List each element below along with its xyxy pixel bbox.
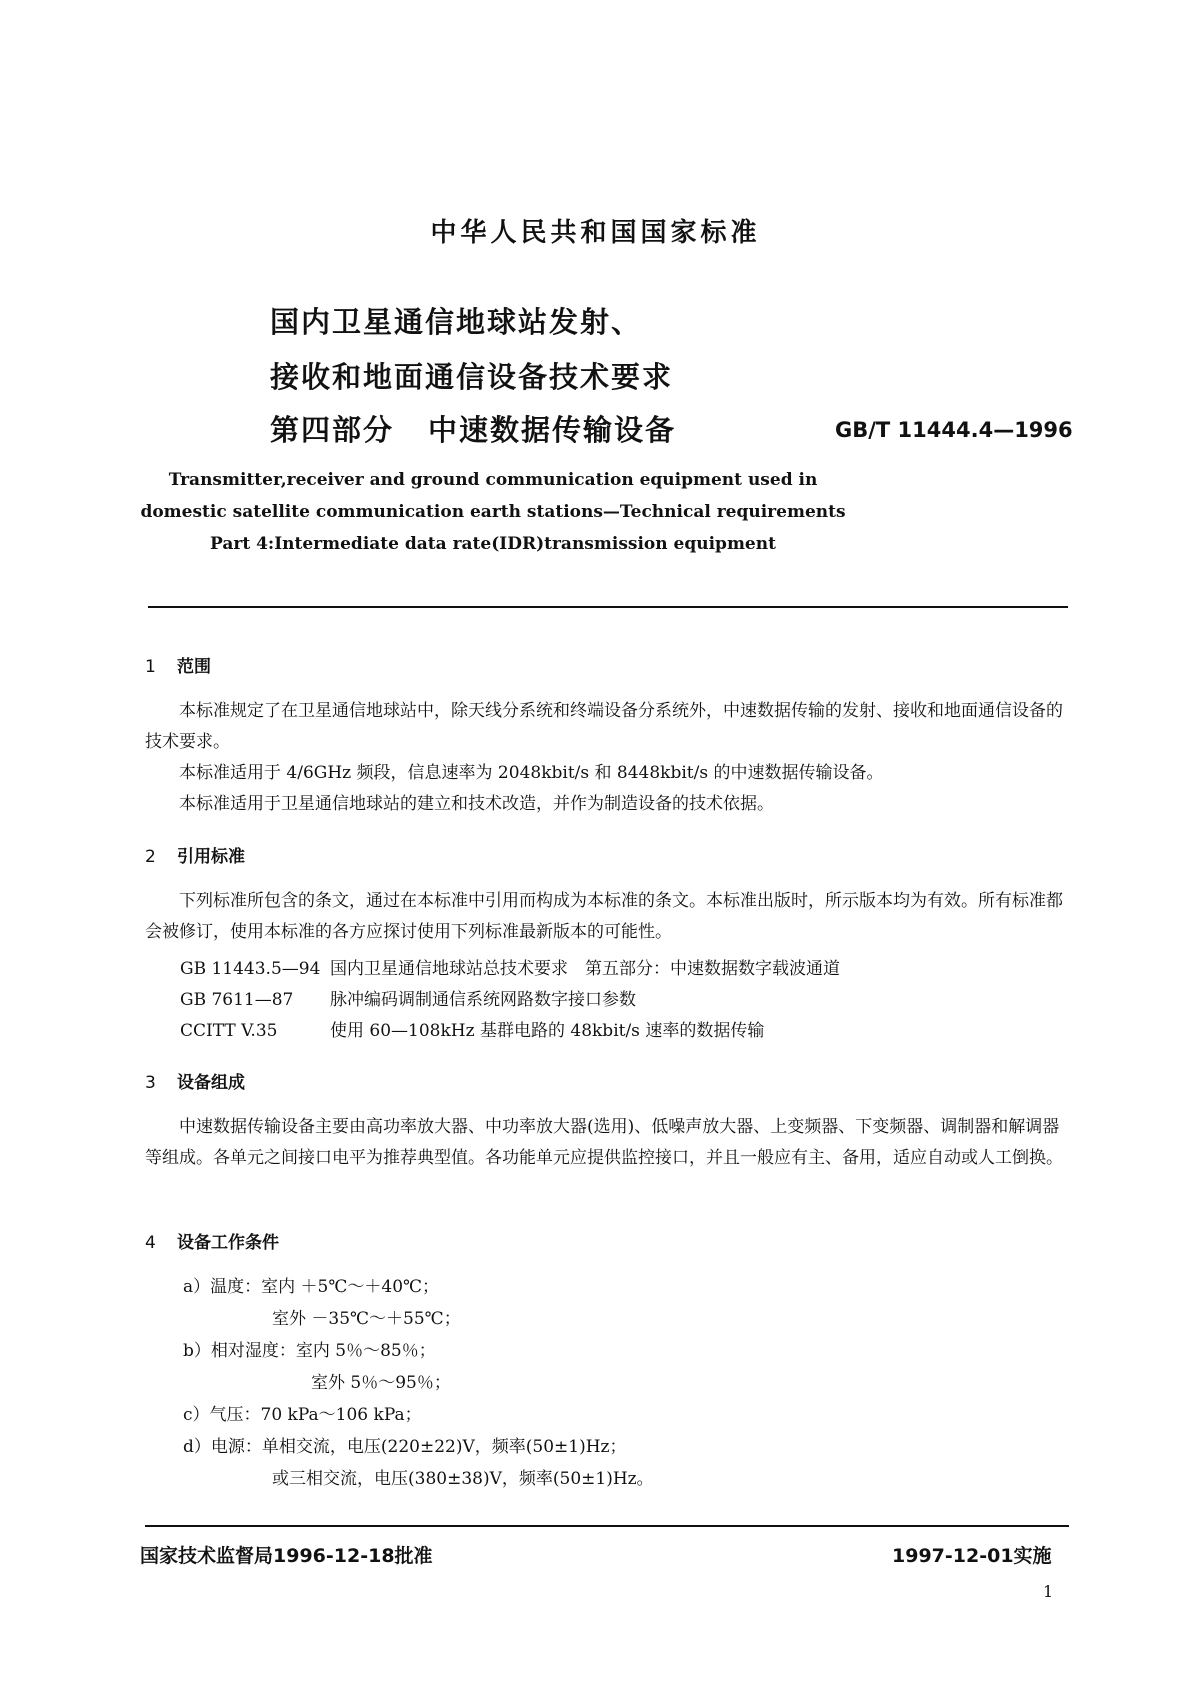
- section-2-heading: [145, 842, 245, 867]
- condition-humidity-outdoor: 室外 5％～95％；: [311, 1373, 451, 1393]
- section-4-heading: [145, 1228, 279, 1253]
- title-cn-line3: [270, 408, 676, 449]
- approval-date: 国家技术监督局1996-12-18批准: [140, 1545, 433, 1567]
- section-1-body: [145, 696, 1069, 820]
- reference-title: 使用 60—108kHz 基群电路的 48kbit/s 速率的数据传输: [330, 1021, 765, 1041]
- reference-item: [180, 1016, 764, 1041]
- section-1-title: 范围: [177, 657, 211, 677]
- reference-code: CCITT V.35: [180, 1021, 278, 1041]
- section-2-number: 2: [145, 847, 156, 867]
- section-2-intro: [145, 886, 1069, 948]
- reference-title: 脉冲编码调制通信系统网路数字接口参数: [330, 990, 636, 1010]
- section-3-number: 3: [145, 1073, 156, 1093]
- effective-date: 1997-12-01实施: [892, 1545, 1052, 1567]
- page-number: 1: [1043, 1582, 1054, 1601]
- title-en-line3: Part 4:Intermediate data rate(IDR)transmission equipment: [210, 534, 776, 554]
- title-cn-line2: 接收和地面通信设备技术要求: [270, 360, 674, 394]
- section-4-title: 设备工作条件: [177, 1233, 279, 1253]
- condition-power-three-phase: 或三相交流，电压(380±38)V，频率(50±1)Hz。: [272, 1469, 654, 1489]
- section-3-title: 设备组成: [177, 1073, 245, 1093]
- section-3-paragraph: 中速数据传输设备主要由高功率放大器、中功率放大器(选用)、低噪声放大器、上变频器、下变频器、调制器和解调器等组成。各单元之间接口电平为推荐典型值。各功能单元应提供监控接口，并且一般应有主、备用，适应自动或人工倒换。: [145, 1117, 1063, 1168]
- reference-item: [180, 985, 636, 1010]
- section-1-paragraph: 本标准适用于卫星通信地球站的建立和技术改造，并作为制造设备的技术依据。: [179, 794, 774, 814]
- footer-divider: [145, 1525, 1069, 1527]
- condition-temperature: a）温度：室内 ＋5℃～＋40℃；: [183, 1277, 440, 1297]
- title-en-line1: Transmitter,receiver and ground communication equipment used in: [168, 470, 818, 490]
- section-4-number: 4: [145, 1233, 156, 1253]
- section-2-paragraph: 下列标准所包含的条文，通过在本标准中引用而构成为本标准的条文。本标准出版时，所示版本均为有效。所有标准都会被修订，使用本标准的各方应探讨使用下列标准最新版本的可能性。: [145, 891, 1063, 942]
- condition-pressure: c）气压：70 kPa～106 kPa；: [183, 1405, 422, 1425]
- reference-code: GB 11443.5—94: [180, 959, 321, 979]
- section-2-title: 引用标准: [177, 847, 245, 867]
- section-3-body: [145, 1112, 1069, 1174]
- section-1-paragraph: 本标准适用于 4/6GHz 频段，信息速率为 2048kbit/s 和 8448kbit/s 的中速数据传输设备。: [179, 763, 884, 783]
- condition-humidity: b）相对湿度：室内 5％～85％；: [183, 1341, 436, 1361]
- section-1-number: 1: [145, 657, 156, 677]
- reference-code: GB 7611—87: [180, 990, 294, 1010]
- condition-power: d）电源：单相交流，电压(220±22)V，频率(50±1)Hz；: [183, 1437, 627, 1457]
- section-1-heading: [145, 652, 211, 677]
- header-divider: [148, 606, 1068, 608]
- national-standard-header: 中华人民共和国国家标准: [430, 218, 761, 248]
- title-en-line2: domestic satellite communication earth stations—Technical requirements: [140, 502, 846, 522]
- title-cn-line1: 国内卫星通信地球站发射、: [270, 305, 643, 339]
- reference-title: 国内卫星通信地球站总技术要求 第五部分：中速数据数字载波通道: [330, 959, 840, 979]
- reference-item: [180, 954, 840, 979]
- standard-number: GB/T 11444.4—1996: [835, 418, 1073, 442]
- condition-temperature-outdoor: 室外 －35℃～＋55℃；: [272, 1309, 461, 1329]
- section-1-paragraph: 本标准规定了在卫星通信地球站中，除天线分系统和终端设备分系统外，中速数据传输的发射、接收和地面通信设备的技术要求。: [145, 701, 1063, 752]
- title-part-label: 第四部分: [270, 413, 395, 447]
- title-part-name: 中速数据传输设备: [428, 413, 677, 447]
- section-3-heading: [145, 1068, 245, 1093]
